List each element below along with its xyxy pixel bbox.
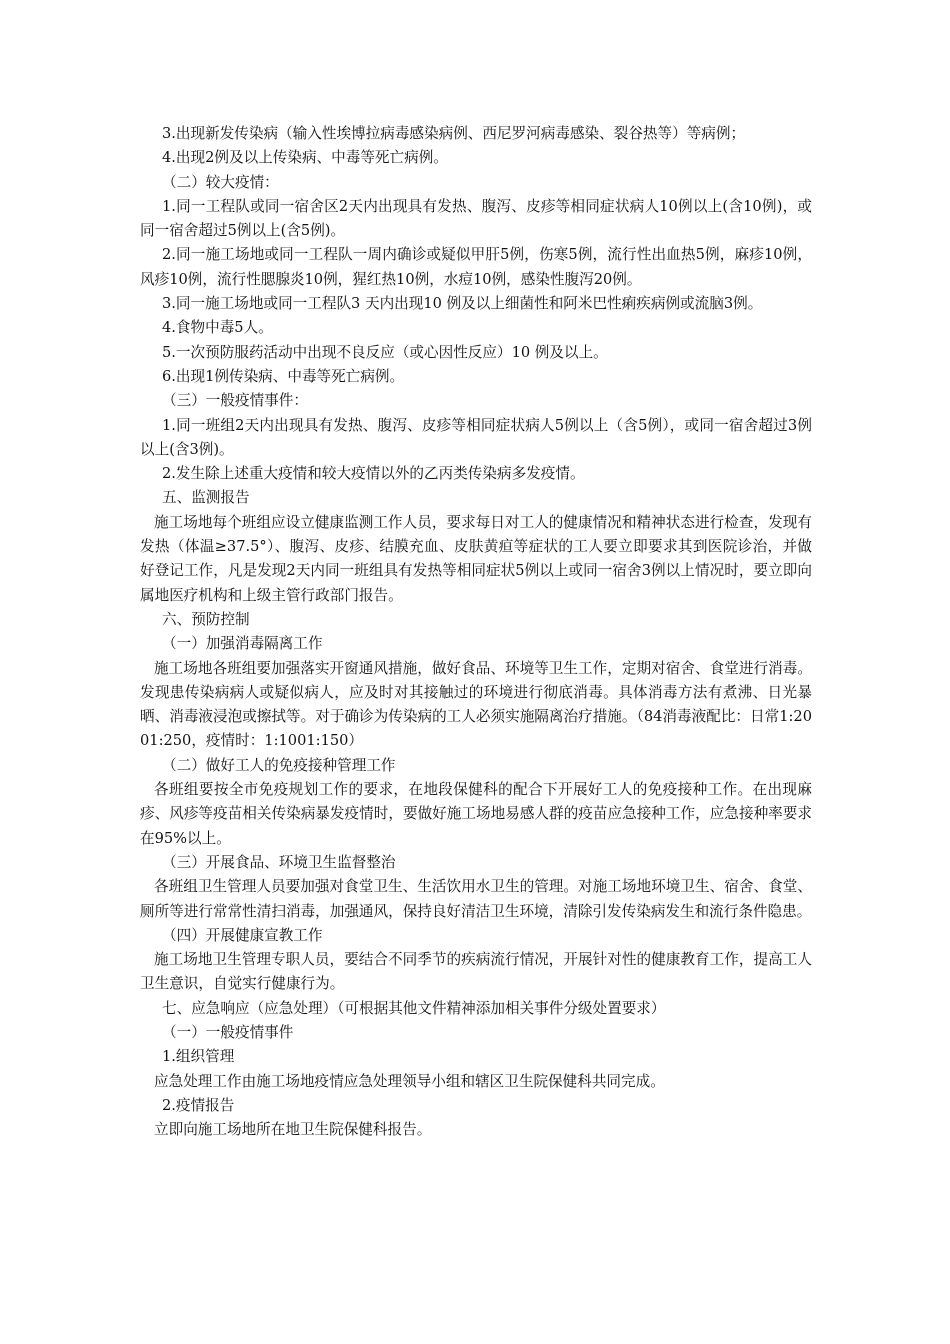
section-heading: （一）一般疫情事件: [162, 1023, 294, 1041]
paragraph: 4.出现2例及以上传染病、中毒等死亡病例。: [162, 149, 448, 167]
paragraph: 立即向施工场地所在地卫生院保健科报告。: [154, 1121, 432, 1139]
paragraph: 4.食物中毒5人。: [162, 319, 273, 337]
paragraph: 1.同一班组2天内出现具有发热、腹泻、皮疹等相同症状病人5例以上（含5例），或同一宿舍超过3例以上(含3例)。: [140, 416, 812, 458]
paragraph: 3.出现新发传染病（输入性埃博拉病毒感染病例、西尼罗河病毒感染、裂谷热等）等病例；: [162, 125, 746, 142]
section-heading: （三）开展食品、环境卫生监督整治: [162, 853, 396, 871]
paragraph: 施工场地各班组要加强落实开窗通风措施，做好食品、环境等卫生工作，定期对宿舍、食堂进行消毒。发现患传染病病人或疑似病人，应及时对其接触过的环境进行彻底消毒。具体消毒方法有煮沸、日光暴晒、消毒液浸泡或擦拭等。对于确诊为传染病的工人必须实施隔离治疗措施。（84消毒液配比：日常1:2001:250，疫情时：1:1001:150）: [140, 659, 812, 750]
section-heading: 五、监测报告: [162, 489, 250, 507]
paragraph: 应急处理工作由施工场地疫情应急处理领导小组和辖区卫生院保健科共同完成。: [154, 1072, 665, 1090]
section-heading: （二）做好工人的免疫接种管理工作: [162, 756, 396, 774]
paragraph: 各班组卫生管理人员要加强对食堂卫生、生活饮用水卫生的管理。对施工场地环境卫生、宿舍、食堂、厕所等进行常常性清扫消毒，加强通风，保持良好清洁卫生环境，清除引发传染病发生和流行条件隐患。: [140, 878, 812, 920]
section-heading: 六、预防控制: [162, 610, 250, 628]
section-heading: （二）较大疫情：: [162, 173, 279, 191]
paragraph: 2.疫情报告: [162, 1096, 235, 1114]
paragraph: 2.发生除上述重大疫情和较大疫情以外的乙丙类传染病多发疫情。: [162, 465, 585, 483]
paragraph: 2.同一施工场地或同一工程队一周内确诊或疑似甲肝5例，伤寒5例，流行性出血热5例，麻疹10例，风疹10例，流行性腮腺炎10例，猩红热10例，水痘10例，感染性腹泻20例。: [140, 246, 812, 288]
section-heading: 七、应急响应（应急处理）（可根据其他文件精神添加相关事件分级处置要求）: [162, 999, 666, 1017]
section-heading: （三）一般疫情事件：: [162, 392, 308, 410]
document-page: [140, 122, 812, 1142]
paragraph: 5.一次预防服药活动中出现不良反应（或心因性反应）10 例及以上。: [162, 343, 608, 361]
section-heading: （四）开展健康宣教工作: [162, 926, 323, 944]
paragraph: 6.出现1例传染病、中毒等死亡病例。: [162, 367, 405, 385]
paragraph: 1.组织管理: [162, 1048, 235, 1066]
paragraph: 3.同一施工场地或同一工程队3 天内出现10 例及以上细菌性和阿米巴性痢疾病例或流脑3例。: [162, 295, 763, 313]
paragraph: 施工场地每个班组应设立健康监测工作人员，要求每日对工人的健康情况和精神状态进行检查，发现有发热（体温≥37.5°）、腹泻、皮疹、结膜充血、皮肤黄疸等症状的工人要立即要求其到医院诊治，并做好登记工作，凡是发现2天内同一班组具有发热等相同症状5例以上或同一宿舍3例以上情况时，要立即向属地医疗机构和上级主管行政部门报告。: [140, 513, 812, 604]
section-heading: （一）加强消毒隔离工作: [162, 635, 323, 653]
paragraph: 1.同一工程队或同一宿舍区2天内出现具有发热、腹泻、皮疹等相同症状病人10例以上(含10例)，或同一宿舍超过5例以上(含5例)。: [140, 197, 812, 240]
paragraph: 各班组要按全市免疫规划工作的要求，在地段保健科的配合下开展好工人的免疫接种工作。在出现麻疹、风疹等疫苗相关传染病暴发疫情时，要做好施工场地易感人群的疫苗应急接种工作，应急接种率要求在95%以上。: [140, 781, 812, 847]
paragraph: 施工场地卫生管理专职人员，要结合不同季节的疾病流行情况，开展针对性的健康教育工作，提高工人卫生意识，自觉实行健康行为。: [140, 951, 812, 993]
